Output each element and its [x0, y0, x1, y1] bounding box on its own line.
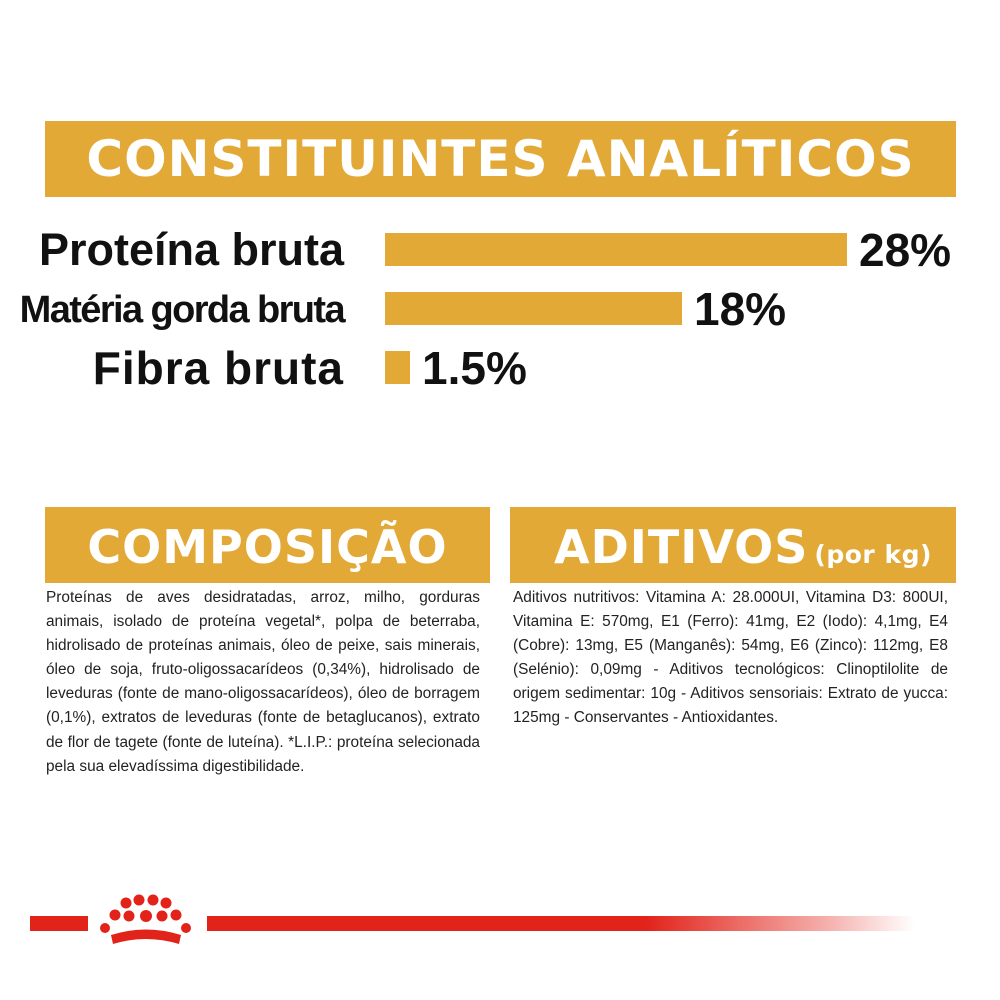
fiber-value: 1.5% [422, 342, 527, 394]
composition-text: Proteínas de aves desidratadas, arroz, milho, gorduras animais, isolado de proteína vegetal*, polpa de beterraba, hidrolisado de proteínas animais, óleo de peixe, sais minerais, óleo de soja, fruto-oligossacarídeos (0,34%), hidrolisado de leveduras (fonte de mano-oligossacarídeos), óleo de borragem (0,1%), extratos de leveduras (fonte de betaglucanos), extrato de flor de tagete (fonte de luteína). *L.I.P.: proteína selecionada pela sua elevadíssima digestibilidade. [46, 589, 480, 775]
fat-label: Matéria gorda bruta [19, 289, 344, 331]
analytic-constituents-banner [45, 121, 956, 197]
fat-value: 18% [694, 283, 787, 335]
protein-bar [385, 233, 847, 266]
additives-banner [510, 507, 956, 583]
brand-line-right [207, 916, 915, 931]
fiber-label: Fibra bruta [92, 342, 344, 394]
protein-value: 28% [859, 224, 952, 276]
fiber-bar [385, 351, 410, 384]
additives-text: Aditivos nutritivos: Vitamina A: 28.000UI, Vitamina D3: 800UI, Vitamina E: 570mg, E1 (Ferro): 41mg, E2 (Iodo): 4,1mg, E4 (Cobre): 13mg, E5 (Manganês): 54mg, E6 (Zinco): 112mg, E8 (Selénio): 0,09mg - Aditivos tecnológicos: Clinoptilolite de origem sedimentar: 10g - Aditivos sensoriais: Extrato de yucca: 125mg - Conservantes - Antioxidantes. [513, 589, 948, 727]
composition-banner [45, 507, 490, 583]
analytic-constituents-title: CONSTITUINTES ANALÍTICOS [86, 130, 915, 188]
fat-bar [385, 292, 682, 325]
additives-title-suffix: (por kg) [814, 540, 932, 569]
additives-title: ADITIVOS [554, 520, 809, 574]
royal-canin-crown-icon [95, 894, 200, 950]
composition-title: COMPOSIÇÃO [87, 520, 448, 574]
protein-label: Proteína bruta [38, 224, 344, 275]
brand-line-left [30, 916, 88, 931]
